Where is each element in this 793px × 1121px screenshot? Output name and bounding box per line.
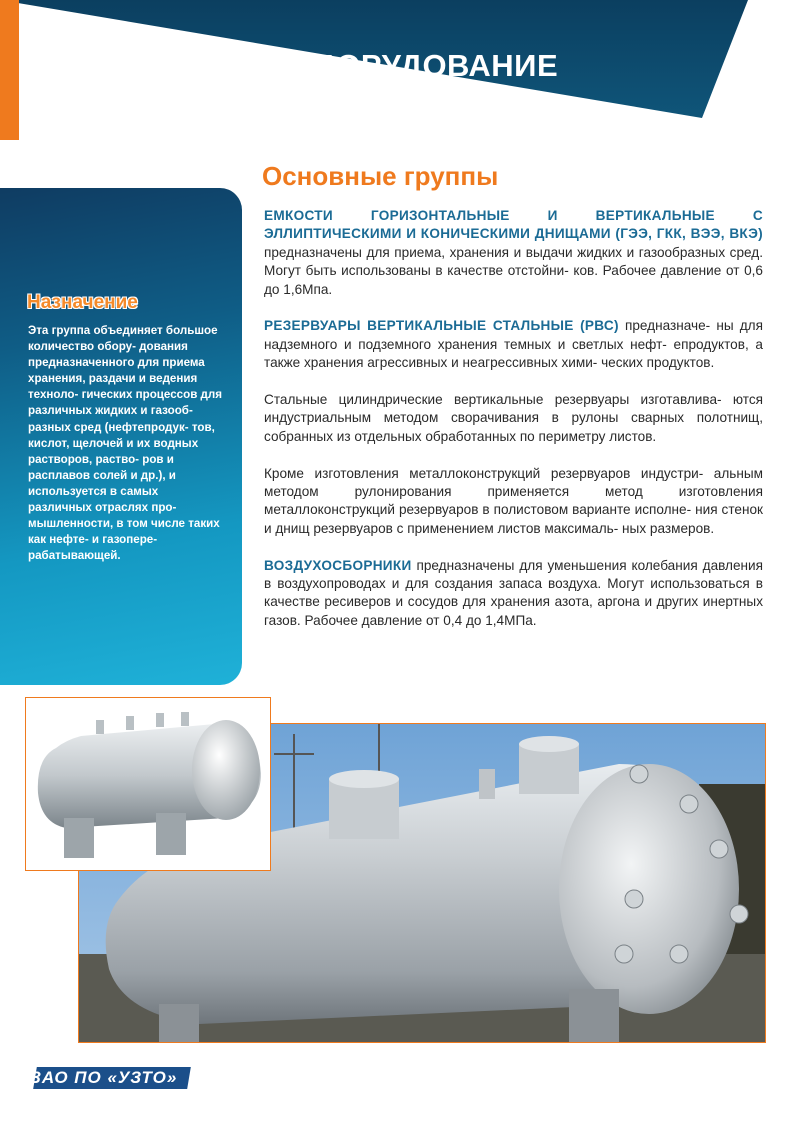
company-logo-text: ЗАО ПО «УЗТО» — [30, 1068, 178, 1087]
tank-photo-small — [25, 697, 271, 871]
paragraph-lead: РЕЗЕРВУАРЫ ВЕРТИКАЛЬНЫЕ СТАЛЬНЫЕ (РВС) — [264, 318, 619, 334]
paragraph-rolling — [264, 391, 763, 446]
paragraph-tanks — [264, 207, 763, 299]
paragraph-text: Кроме изготовления металлоконструкций резервуаров индустри- альным методом рулонирования применяется метод изготовления металлоконструкций резервуаров в полистовом варианте исполне- ния стенок и днищ резервуаров с применением листов максималь- ных размеров. — [264, 465, 763, 536]
paragraph-sheet — [264, 465, 763, 539]
main-content — [264, 207, 763, 649]
paragraph-lead: ВОЗДУХОСБОРНИКИ — [264, 557, 412, 573]
paragraph-text: Стальные цилиндрические вертикальные резервуары изготавлива- ются индустриальным методом сворачивания в рулоны сварных полотнищ, собранных из отдельных обработанных по периметру листов. — [264, 392, 763, 444]
paragraph-rvs — [264, 317, 763, 372]
paragraph-air-receivers — [264, 557, 763, 631]
sidebar-panel — [0, 188, 242, 685]
sidebar-heading: Назначение — [27, 292, 138, 313]
section-title: Основные группы — [262, 161, 499, 191]
paragraph-text: предназначе- ны для надземного и подземного хранения темных и светлых нефт- епродуктов, а также хранения агрессивных и неагрессивных хими- ческих продуктов. — [264, 318, 763, 371]
paragraph-text: предназначены для уменьшения колебания давления в воздухопроводах и для создания запаса воздуха. Могут использоваться в качестве ресиверов и сосудов для хранения азота, аргона и других инертных газов. Рабочее давление от 0,4 до 1,4МПа. — [264, 557, 763, 628]
sidebar-text: Эта группа объединяет большое количество обору- дования предназначенного для приема хранения, раздачи и ведения техноло- гических процессов для различных жидких и газооб- разных сред (нефтепродук- тов, кислот, щелочей и их водных растворов, раство- ров и расплавов солей и др.), и используется в самых различных отраслях про- мышленности, в том числе таких как нефте- и газопере- рабатывающей. — [28, 324, 223, 563]
paragraph-lead: ЕМКОСТИ ГОРИЗОНТАЛЬНЫЕ И ВЕРТИКАЛЬНЫЕ С ЭЛЛИПТИЧЕСКИМИ И КОНИЧЕСКИМИ ДНИЩАМИ (ГЭЭ, ГКК, ВЭЭ, ВКЭ) — [264, 208, 763, 242]
header-banner — [0, 0, 793, 142]
paragraph-text: предназначены для приема, хранения и выдачи жидких и газообразных сред. Могут быть использованы в качестве отстойни- ков. Рабочее давление от 0,6 до 1,6Мпа. — [264, 244, 763, 297]
tank-illustration-small — [26, 698, 270, 870]
page-title: ЕМКОСТНОЕ ОБОРУДОВАНИЕ — [78, 48, 559, 83]
